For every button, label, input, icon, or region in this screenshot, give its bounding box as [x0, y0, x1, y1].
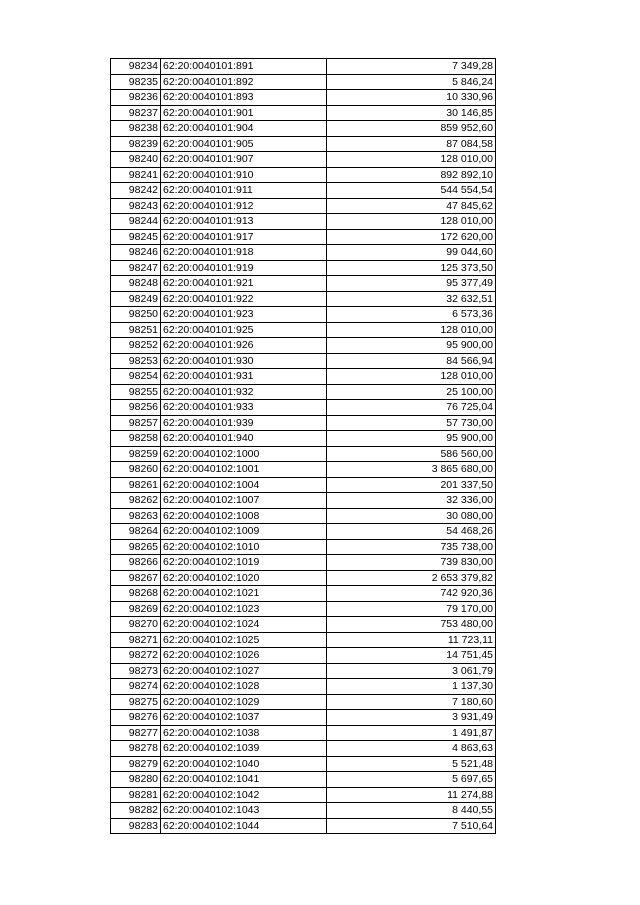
- row-number-cell: 98234: [111, 59, 161, 75]
- row-number-cell: 98256: [111, 400, 161, 416]
- table-row: [111, 539, 496, 555]
- table-row: [111, 105, 496, 121]
- table-row: [111, 756, 496, 772]
- row-number-cell: 98262: [111, 493, 161, 509]
- table-row: [111, 446, 496, 462]
- row-number-cell: 98261: [111, 477, 161, 493]
- table-row: [111, 415, 496, 431]
- cadastral-value-cell: 32 336,00: [327, 493, 496, 509]
- row-number-cell: 98276: [111, 710, 161, 726]
- row-number-cell: 98237: [111, 105, 161, 121]
- cadastral-number-cell: 62:20:0040102:1000: [161, 446, 327, 462]
- row-number-cell: 98247: [111, 260, 161, 276]
- cadastral-number-cell: 62:20:0040102:1038: [161, 725, 327, 741]
- table-row: [111, 400, 496, 416]
- cadastral-value-cell: 735 738,00: [327, 539, 496, 555]
- cadastral-value-cell: 7 510,64: [327, 818, 496, 834]
- cadastral-value-cell: 8 440,55: [327, 803, 496, 819]
- cadastral-value-cell: 5 697,65: [327, 772, 496, 788]
- table-row: [111, 648, 496, 664]
- row-number-cell: 98242: [111, 183, 161, 199]
- cadastral-value-cell: 6 573,36: [327, 307, 496, 323]
- row-number-cell: 98267: [111, 570, 161, 586]
- row-number-cell: 98249: [111, 291, 161, 307]
- cadastral-number-cell: 62:20:0040101:919: [161, 260, 327, 276]
- cadastral-number-cell: 62:20:0040102:1023: [161, 601, 327, 617]
- cadastral-value-table: [110, 58, 496, 834]
- table-row: [111, 725, 496, 741]
- row-number-cell: 98241: [111, 167, 161, 183]
- table-row: [111, 772, 496, 788]
- cadastral-number-cell: 62:20:0040101:917: [161, 229, 327, 245]
- table-row: [111, 198, 496, 214]
- table-row: [111, 74, 496, 90]
- table-row: [111, 384, 496, 400]
- table-row: [111, 260, 496, 276]
- cadastral-number-cell: 62:20:0040101:922: [161, 291, 327, 307]
- cadastral-value-cell: 128 010,00: [327, 322, 496, 338]
- row-number-cell: 98272: [111, 648, 161, 664]
- cadastral-number-cell: 62:20:0040101:891: [161, 59, 327, 75]
- table-row: [111, 353, 496, 369]
- row-number-cell: 98277: [111, 725, 161, 741]
- cadastral-value-cell: 128 010,00: [327, 369, 496, 385]
- row-number-cell: 98268: [111, 586, 161, 602]
- table-row: [111, 555, 496, 571]
- cadastral-value-cell: 4 863,63: [327, 741, 496, 757]
- row-number-cell: 98251: [111, 322, 161, 338]
- cadastral-value-cell: 1 137,30: [327, 679, 496, 695]
- cadastral-value-cell: 128 010,00: [327, 152, 496, 168]
- cadastral-number-cell: 62:20:0040102:1039: [161, 741, 327, 757]
- cadastral-number-cell: 62:20:0040102:1044: [161, 818, 327, 834]
- row-number-cell: 98278: [111, 741, 161, 757]
- cadastral-value-cell: 99 044,60: [327, 245, 496, 261]
- row-number-cell: 98269: [111, 601, 161, 617]
- cadastral-number-cell: 62:20:0040101:940: [161, 431, 327, 447]
- table-row: [111, 136, 496, 152]
- row-number-cell: 98260: [111, 462, 161, 478]
- row-number-cell: 98258: [111, 431, 161, 447]
- cadastral-number-cell: 62:20:0040102:1008: [161, 508, 327, 524]
- table-row: [111, 679, 496, 695]
- table-row: [111, 431, 496, 447]
- table-row: [111, 787, 496, 803]
- cadastral-value-cell: 3 931,49: [327, 710, 496, 726]
- cadastral-number-cell: 62:20:0040101:931: [161, 369, 327, 385]
- cadastral-value-cell: 30 146,85: [327, 105, 496, 121]
- row-number-cell: 98236: [111, 90, 161, 106]
- row-number-cell: 98270: [111, 617, 161, 633]
- table-row: [111, 183, 496, 199]
- cadastral-value-cell: 892 892,10: [327, 167, 496, 183]
- cadastral-number-cell: 62:20:0040101:925: [161, 322, 327, 338]
- table-row: [111, 493, 496, 509]
- cadastral-number-cell: 62:20:0040101:893: [161, 90, 327, 106]
- row-number-cell: 98245: [111, 229, 161, 245]
- cadastral-value-cell: 95 377,49: [327, 276, 496, 292]
- cadastral-number-cell: 62:20:0040101:905: [161, 136, 327, 152]
- cadastral-number-cell: 62:20:0040101:911: [161, 183, 327, 199]
- row-number-cell: 98257: [111, 415, 161, 431]
- table-row: [111, 307, 496, 323]
- table-row: [111, 818, 496, 834]
- row-number-cell: 98248: [111, 276, 161, 292]
- row-number-cell: 98255: [111, 384, 161, 400]
- row-number-cell: 98271: [111, 632, 161, 648]
- row-number-cell: 98254: [111, 369, 161, 385]
- row-number-cell: 98235: [111, 74, 161, 90]
- table-row: [111, 90, 496, 106]
- table-row: [111, 741, 496, 757]
- row-number-cell: 98243: [111, 198, 161, 214]
- cadastral-number-cell: 62:20:0040101:910: [161, 167, 327, 183]
- cadastral-value-cell: 128 010,00: [327, 214, 496, 230]
- table-row: [111, 167, 496, 183]
- cadastral-number-cell: 62:20:0040102:1041: [161, 772, 327, 788]
- cadastral-number-cell: 62:20:0040102:1004: [161, 477, 327, 493]
- cadastral-number-cell: 62:20:0040102:1024: [161, 617, 327, 633]
- cadastral-value-cell: 739 830,00: [327, 555, 496, 571]
- cadastral-number-cell: 62:20:0040101:930: [161, 353, 327, 369]
- cadastral-number-cell: 62:20:0040101:892: [161, 74, 327, 90]
- cadastral-value-cell: 76 725,04: [327, 400, 496, 416]
- cadastral-value-cell: 544 554,54: [327, 183, 496, 199]
- cadastral-number-cell: 62:20:0040102:1019: [161, 555, 327, 571]
- cadastral-value-cell: 2 653 379,82: [327, 570, 496, 586]
- cadastral-value-cell: 7 349,28: [327, 59, 496, 75]
- cadastral-value-cell: 586 560,00: [327, 446, 496, 462]
- row-number-cell: 98280: [111, 772, 161, 788]
- table-row: [111, 694, 496, 710]
- cadastral-value-cell: 30 080,00: [327, 508, 496, 524]
- cadastral-number-cell: 62:20:0040101:923: [161, 307, 327, 323]
- table-row: [111, 524, 496, 540]
- table-row: [111, 214, 496, 230]
- cadastral-number-cell: 62:20:0040102:1028: [161, 679, 327, 695]
- row-number-cell: 98239: [111, 136, 161, 152]
- cadastral-value-cell: 95 900,00: [327, 431, 496, 447]
- row-number-cell: 98244: [111, 214, 161, 230]
- cadastral-value-cell: 87 084,58: [327, 136, 496, 152]
- row-number-cell: 98265: [111, 539, 161, 555]
- table-row: [111, 586, 496, 602]
- cadastral-number-cell: 62:20:0040101:921: [161, 276, 327, 292]
- cadastral-value-cell: 32 632,51: [327, 291, 496, 307]
- cadastral-value-cell: 5 846,24: [327, 74, 496, 90]
- cadastral-number-cell: 62:20:0040101:907: [161, 152, 327, 168]
- row-number-cell: 98273: [111, 663, 161, 679]
- row-number-cell: 98246: [111, 245, 161, 261]
- table-row: [111, 710, 496, 726]
- cadastral-value-cell: 11 274,88: [327, 787, 496, 803]
- cadastral-number-cell: 62:20:0040101:904: [161, 121, 327, 137]
- cadastral-number-cell: 62:20:0040102:1021: [161, 586, 327, 602]
- cadastral-value-cell: 47 845,62: [327, 198, 496, 214]
- row-number-cell: 98282: [111, 803, 161, 819]
- table-row: [111, 322, 496, 338]
- cadastral-value-cell: 5 521,48: [327, 756, 496, 772]
- row-number-cell: 98279: [111, 756, 161, 772]
- cadastral-number-cell: 62:20:0040102:1040: [161, 756, 327, 772]
- cadastral-number-cell: 62:20:0040101:912: [161, 198, 327, 214]
- cadastral-value-cell: 10 330,96: [327, 90, 496, 106]
- row-number-cell: 98274: [111, 679, 161, 695]
- cadastral-number-cell: 62:20:0040101:901: [161, 105, 327, 121]
- table-body: [111, 59, 496, 834]
- cadastral-number-cell: 62:20:0040101:933: [161, 400, 327, 416]
- table-row: [111, 152, 496, 168]
- cadastral-number-cell: 62:20:0040102:1042: [161, 787, 327, 803]
- cadastral-number-cell: 62:20:0040101:918: [161, 245, 327, 261]
- cadastral-number-cell: 62:20:0040101:913: [161, 214, 327, 230]
- row-number-cell: 98240: [111, 152, 161, 168]
- table-row: [111, 291, 496, 307]
- row-number-cell: 98238: [111, 121, 161, 137]
- row-number-cell: 98275: [111, 694, 161, 710]
- table-row: [111, 229, 496, 245]
- row-number-cell: 98266: [111, 555, 161, 571]
- row-number-cell: 98264: [111, 524, 161, 540]
- table-row: [111, 617, 496, 633]
- table-row: [111, 59, 496, 75]
- cadastral-value-cell: 753 480,00: [327, 617, 496, 633]
- table-row: [111, 276, 496, 292]
- table-row: [111, 632, 496, 648]
- cadastral-value-cell: 79 170,00: [327, 601, 496, 617]
- row-number-cell: 98253: [111, 353, 161, 369]
- row-number-cell: 98259: [111, 446, 161, 462]
- cadastral-value-cell: 1 491,87: [327, 725, 496, 741]
- table-row: [111, 601, 496, 617]
- table-row: [111, 663, 496, 679]
- cadastral-number-cell: 62:20:0040102:1010: [161, 539, 327, 555]
- table-row: [111, 508, 496, 524]
- table-row: [111, 570, 496, 586]
- table-row: [111, 462, 496, 478]
- cadastral-number-cell: 62:20:0040102:1007: [161, 493, 327, 509]
- cadastral-value-cell: 3 865 680,00: [327, 462, 496, 478]
- cadastral-number-cell: 62:20:0040102:1037: [161, 710, 327, 726]
- table-row: [111, 121, 496, 137]
- cadastral-value-cell: 25 100,00: [327, 384, 496, 400]
- cadastral-number-cell: 62:20:0040101:932: [161, 384, 327, 400]
- table-row: [111, 245, 496, 261]
- cadastral-value-cell: 172 620,00: [327, 229, 496, 245]
- cadastral-value-cell: 7 180,60: [327, 694, 496, 710]
- cadastral-value-cell: 54 468,26: [327, 524, 496, 540]
- cadastral-value-cell: 201 337,50: [327, 477, 496, 493]
- table-row: [111, 803, 496, 819]
- cadastral-number-cell: 62:20:0040102:1025: [161, 632, 327, 648]
- cadastral-number-cell: 62:20:0040102:1020: [161, 570, 327, 586]
- cadastral-value-cell: 14 751,45: [327, 648, 496, 664]
- cadastral-value-cell: 84 566,94: [327, 353, 496, 369]
- cadastral-value-cell: 859 952,60: [327, 121, 496, 137]
- cadastral-number-cell: 62:20:0040101:926: [161, 338, 327, 354]
- cadastral-value-cell: 742 920,36: [327, 586, 496, 602]
- cadastral-number-cell: 62:20:0040102:1027: [161, 663, 327, 679]
- cadastral-value-cell: 57 730,00: [327, 415, 496, 431]
- row-number-cell: 98263: [111, 508, 161, 524]
- cadastral-number-cell: 62:20:0040102:1001: [161, 462, 327, 478]
- cadastral-number-cell: 62:20:0040102:1026: [161, 648, 327, 664]
- row-number-cell: 98252: [111, 338, 161, 354]
- row-number-cell: 98281: [111, 787, 161, 803]
- table-row: [111, 369, 496, 385]
- cadastral-number-cell: 62:20:0040101:939: [161, 415, 327, 431]
- table-row: [111, 477, 496, 493]
- cadastral-number-cell: 62:20:0040102:1029: [161, 694, 327, 710]
- row-number-cell: 98283: [111, 818, 161, 834]
- cadastral-value-cell: 11 723,11: [327, 632, 496, 648]
- cadastral-number-cell: 62:20:0040102:1043: [161, 803, 327, 819]
- cadastral-value-cell: 125 373,50: [327, 260, 496, 276]
- cadastral-value-cell: 95 900,00: [327, 338, 496, 354]
- cadastral-value-cell: 3 061,79: [327, 663, 496, 679]
- cadastral-number-cell: 62:20:0040102:1009: [161, 524, 327, 540]
- row-number-cell: 98250: [111, 307, 161, 323]
- table-row: [111, 338, 496, 354]
